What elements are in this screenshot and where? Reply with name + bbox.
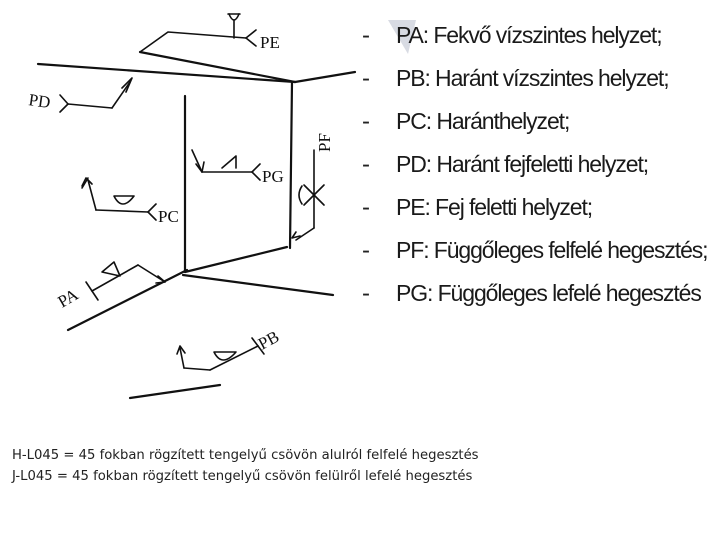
legend-item-pd: [362, 151, 718, 194]
position-legend: [362, 22, 718, 323]
pe-label: PE: [260, 33, 280, 52]
legend-dash: -: [362, 151, 370, 178]
pc-symbol: [82, 178, 179, 226]
legend-item-pa: [362, 22, 718, 65]
legend-item-pf: [362, 237, 718, 280]
legend-dash: -: [362, 108, 370, 135]
pe-symbol: [140, 14, 280, 52]
legend-dash: -: [362, 194, 370, 221]
pg-label: PG: [262, 167, 284, 186]
legend-dash: -: [362, 65, 370, 92]
legend-text: PD: Haránt fejfeletti helyzet;: [396, 151, 649, 177]
legend-item-pc: [362, 108, 718, 151]
legend-text: PA: Fekvő vízszintes helyzet;: [396, 22, 662, 48]
pa-symbol: [55, 262, 166, 311]
legend-item-pe: [362, 194, 718, 237]
legend-text: PF: Függőleges felfelé hegesztés;: [396, 237, 708, 263]
welding-positions-diagram: [0, 0, 360, 400]
legend-text: PE: Fej feletti helyzet;: [396, 194, 593, 220]
legend-item-pg: [362, 280, 718, 323]
legend-item-pb: [362, 65, 718, 108]
legend-dash: -: [362, 22, 370, 49]
note-j-l045: J-L045 = 45 fokban rögzített tengelyű csövön felülről lefelé hegesztés: [12, 469, 473, 484]
legend-text: PC: Haránthelyzet;: [396, 108, 570, 134]
pd-label: PD: [27, 90, 52, 112]
pb-label: PB: [254, 326, 283, 354]
pg-symbol: [192, 150, 284, 186]
pipe-welding-notes: [12, 445, 479, 487]
legend-text: PB: Haránt vízszintes helyzet;: [396, 65, 669, 91]
pc-label: PC: [158, 207, 179, 226]
pf-label: PF: [315, 133, 334, 152]
pf-symbol: [292, 133, 334, 240]
pd-symbol: [27, 78, 132, 112]
legend-dash: -: [362, 280, 370, 307]
pa-label: PA: [54, 284, 82, 312]
legend-dash: -: [362, 237, 370, 264]
legend-text: PG: Függőleges lefelé hegesztés: [396, 280, 701, 306]
pb-symbol: [177, 327, 282, 370]
plate-lines: [38, 52, 355, 398]
note-h-l045: H-L045 = 45 fokban rögzített tengelyű csövön alulról felfelé hegesztés: [12, 448, 479, 463]
